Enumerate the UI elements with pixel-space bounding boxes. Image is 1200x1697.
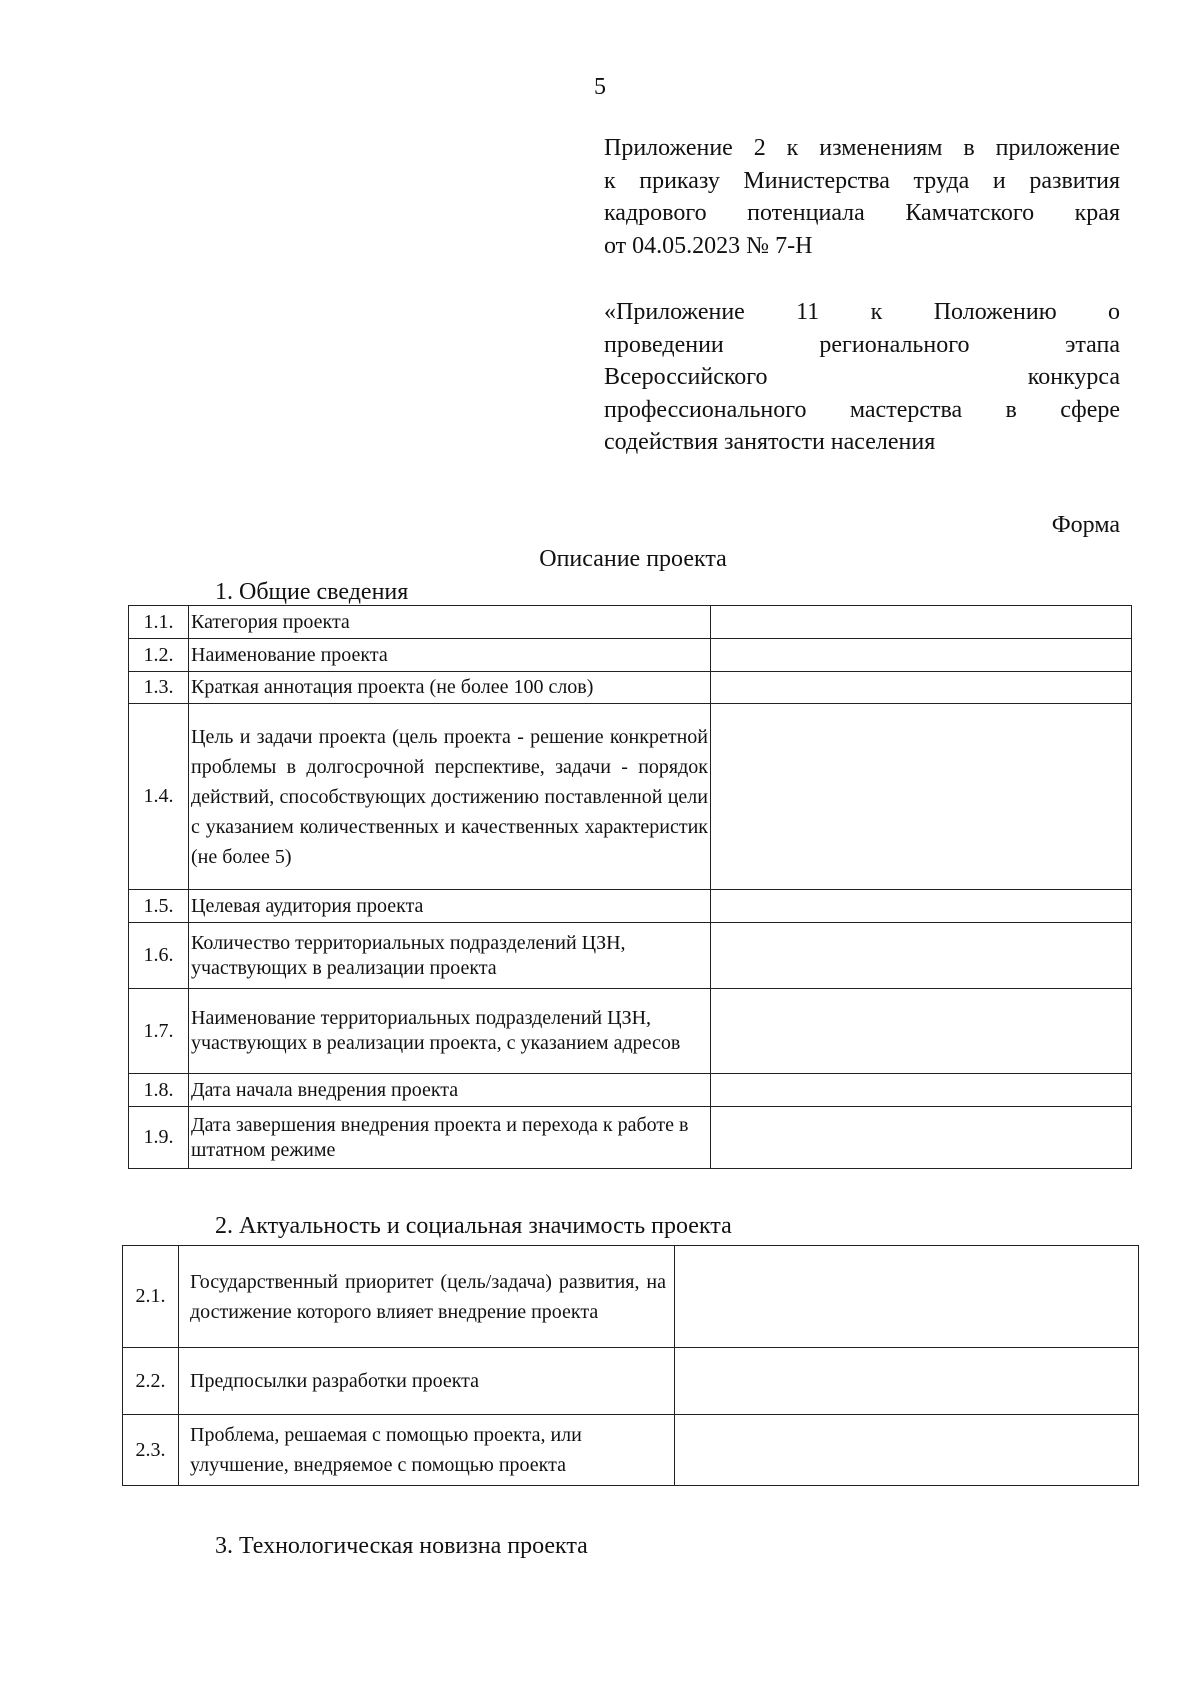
row-label: Дата начала внедрения проекта (189, 1074, 711, 1107)
row-label: Проблема, решаемая с помощью проекта, или улучшение, внедряемое с помощью проекта (179, 1415, 675, 1486)
row-value-cell[interactable] (711, 890, 1132, 923)
row-number: 1.4. (129, 704, 189, 890)
form-label: Форма (1051, 512, 1120, 538)
row-number: 1.5. (129, 890, 189, 923)
annex-line: от 04.05.2023 № 7-Н (604, 232, 813, 259)
appendix-reference (604, 296, 1120, 459)
table-row (129, 890, 1132, 923)
row-number: 1.2. (129, 639, 189, 672)
appendix-line: проведении регионального этапа (604, 331, 1120, 358)
appendix-line: профессионального мастерства в сфере (604, 396, 1120, 423)
row-value-cell[interactable] (711, 989, 1132, 1074)
row-label: Наименование территориальных подразделений ЦЗН, участвующих в реализации проекта, с указанием адресов (189, 989, 711, 1074)
row-number: 2.1. (123, 1246, 179, 1348)
row-label: Предпосылки разработки проекта (179, 1348, 675, 1415)
row-label: Категория проекта (189, 606, 711, 639)
row-number: 2.3. (123, 1415, 179, 1486)
row-value-cell[interactable] (675, 1348, 1139, 1415)
row-number: 1.1. (129, 606, 189, 639)
row-value-cell[interactable] (675, 1246, 1139, 1348)
row-number: 2.2. (123, 1348, 179, 1415)
row-number: 1.8. (129, 1074, 189, 1107)
table-row (123, 1348, 1139, 1415)
table-row (129, 1107, 1132, 1169)
row-number: 1.7. (129, 989, 189, 1074)
row-number: 1.6. (129, 923, 189, 989)
table-row (129, 639, 1132, 672)
row-label: Дата завершения внедрения проекта и перехода к работе в штатном режиме (189, 1107, 711, 1169)
row-label: Целевая аудитория проекта (189, 890, 711, 923)
row-value-cell[interactable] (711, 1107, 1132, 1169)
row-value-cell[interactable] (711, 923, 1132, 989)
section-3-heading: 3. Технологическая новизна проекта (215, 1533, 588, 1559)
appendix-line: Всероссийского конкурса (604, 364, 1120, 390)
row-value-cell[interactable] (711, 639, 1132, 672)
row-value-cell[interactable] (711, 672, 1132, 704)
page-number: 5 (594, 74, 606, 100)
section-1-heading: 1. Общие сведения (215, 579, 409, 605)
table-row (129, 989, 1132, 1074)
relevance-table (122, 1245, 1139, 1486)
row-value-cell[interactable] (711, 1074, 1132, 1107)
row-label: Государственный приоритет (цель/задача) развития, на достижение которого влияет внедрение проекта (179, 1246, 675, 1348)
row-label: Цель и задачи проекта (цель проекта - решение конкретной проблемы в долгосрочной перспективе, задачи - порядок действий, способствующих достижению поставленной цели с указанием количественных и качественных характеристик (не более 5) (189, 704, 711, 890)
row-label: Наименование проекта (189, 639, 711, 672)
row-number: 1.9. (129, 1107, 189, 1169)
table-row (129, 1074, 1132, 1107)
annex-line: кадрового потенциала Камчатского края (604, 200, 1120, 226)
table-row (129, 672, 1132, 704)
document-title: Описание проекта (539, 546, 727, 572)
table-row (129, 704, 1132, 890)
table-row (129, 606, 1132, 639)
appendix-line: содействия занятости населения (604, 429, 936, 455)
row-value-cell[interactable] (711, 704, 1132, 890)
row-label: Краткая аннотация проекта (не более 100 слов) (189, 672, 711, 704)
appendix-line: «Приложение 11 к Положению о (604, 299, 1120, 325)
row-label: Количество территориальных подразделений ЦЗН, участвующих в реализации проекта (189, 923, 711, 989)
general-info-table (128, 605, 1132, 1169)
row-number: 1.3. (129, 672, 189, 704)
row-value-cell[interactable] (711, 606, 1132, 639)
annex-line: Приложение 2 к изменениям в приложение (604, 135, 1120, 161)
table-row (123, 1246, 1139, 1348)
annex-reference (604, 132, 1120, 262)
row-value-cell[interactable] (675, 1415, 1139, 1486)
annex-line: к приказу Министерства труда и развития (604, 167, 1120, 194)
table-row (123, 1415, 1139, 1486)
section-2-heading: 2. Актуальность и социальная значимость проекта (215, 1213, 732, 1239)
table-row (129, 923, 1132, 989)
